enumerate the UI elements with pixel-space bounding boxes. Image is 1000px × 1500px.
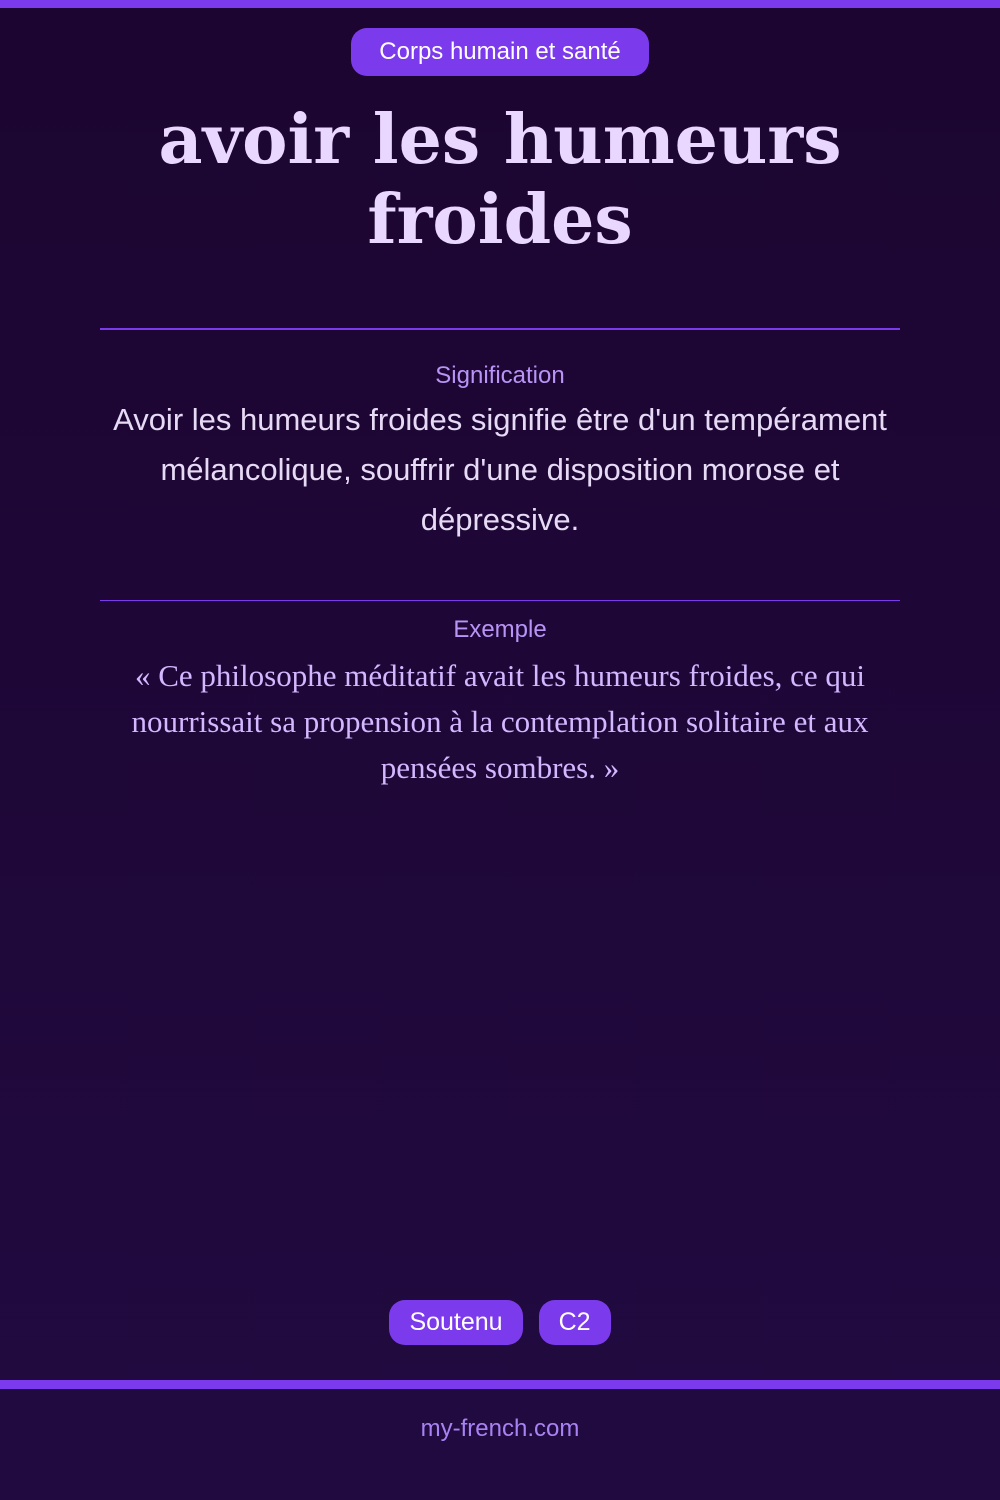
expression-title: avoir les humeurs froides	[158, 100, 842, 260]
level-tag: C2	[539, 1300, 611, 1345]
meaning-label: Signification	[435, 362, 565, 389]
divider-example	[100, 600, 900, 601]
meaning-text: Avoir les humeurs froides signifie être d'un tempérament mélancolique, souffrir d'une disposition morose et dépressive.	[113, 402, 887, 537]
example-quote: « Ce philosophe méditatif avait les humeurs froides, ce qui nourrissait sa propension à la contemplation solitaire et aux pensées sombres. »	[131, 658, 869, 785]
top-accent-bar	[0, 0, 1000, 8]
category-badge: Corps humain et santé	[351, 28, 649, 76]
divider-meaning	[100, 328, 900, 330]
site-footer-link[interactable]: my-french.com	[420, 1415, 580, 1442]
example-label: Exemple	[453, 616, 547, 643]
tag-list	[0, 1300, 1000, 1345]
register-tag: Soutenu	[389, 1300, 522, 1345]
bottom-accent-bar	[0, 1380, 1000, 1389]
